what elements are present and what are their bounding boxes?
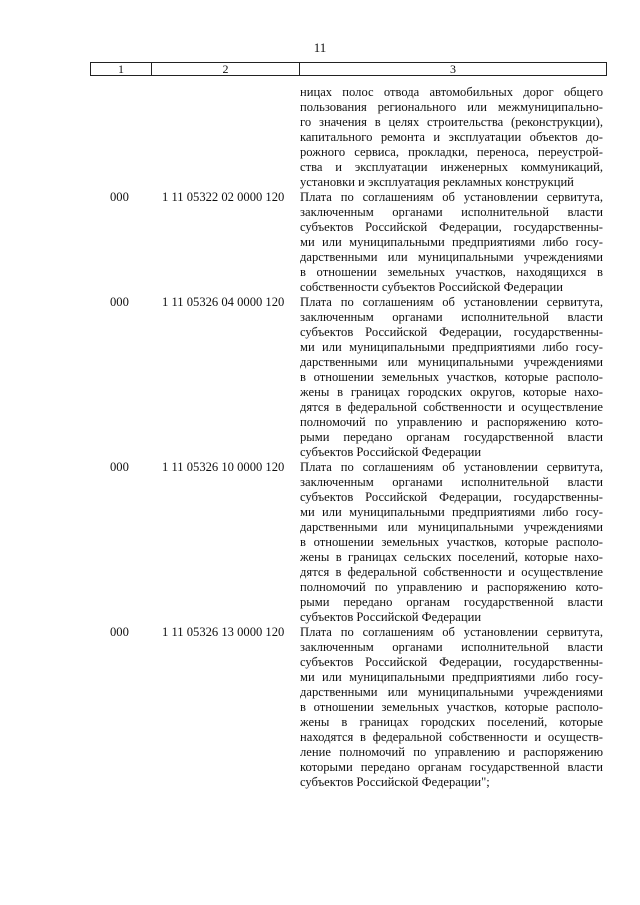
description-line: установки и эксплуатация рекламных конструкций (300, 175, 574, 189)
description-line: которыми передано органам государственной власти (300, 760, 603, 774)
description-line: субъектов Российской Федерации, государственны- (300, 325, 603, 339)
table-row (90, 190, 605, 295)
description-line: заключенным органами исполнительной власти (300, 205, 603, 219)
description-line: субъектов Российской Федерации"; (300, 775, 490, 789)
table-row (90, 625, 605, 790)
budget-code-cell: 1 11 05326 04 0000 120 (162, 295, 285, 309)
column-header-1: 1 (91, 63, 152, 75)
description-line: дятся в федеральной собственности и осуществление (300, 400, 603, 414)
admin-code-cell: 000 (110, 190, 129, 204)
description-line: субъектов Российской Федерации (300, 445, 482, 459)
description-line: дарственными или муниципальными учреждениями (300, 250, 603, 264)
description-line: субъектов Российской Федерации, государственны- (300, 655, 603, 669)
description-line: Плата по соглашениям об установлении сервитута, (300, 460, 603, 474)
admin-code-cell (90, 85, 150, 190)
description-line: субъектов Российской Федерации (300, 610, 482, 624)
description-line: рыми передано органам государственной власти (300, 430, 603, 444)
page-number: 11 (313, 40, 327, 55)
description-line: Плата по соглашениям об установлении сервитута, (300, 295, 603, 309)
description-line: ление полномочий по управлению и распоряжению (300, 745, 603, 759)
budget-code-cell: 1 11 05322 02 0000 120 (162, 190, 285, 204)
description-line: жены в границах городских поселений, которые (300, 715, 603, 729)
table-body (90, 85, 605, 790)
description-line: в отношении земельных участков, которые располо- (300, 700, 603, 714)
description-line: дарственными или муниципальными учреждениями (300, 685, 603, 699)
description-line: Плата по соглашениям об установлении сервитута, (300, 625, 603, 639)
table-row (90, 460, 605, 625)
description-line: дарственными или муниципальными учреждениями (300, 355, 603, 369)
description-line: ства и эксплуатации инженерных коммуникаций, (300, 160, 603, 174)
description-line: жены в границах сельских поселений, которые нахо- (300, 550, 603, 564)
description-line: ми или муниципальными предприятиями либо госу- (300, 340, 603, 354)
budget-code-cell: 1 11 05326 10 0000 120 (162, 460, 285, 474)
description-line: в отношении земельных участков, находящихся в (300, 265, 603, 279)
description-cell (300, 460, 603, 625)
column-header-3: 3 (450, 62, 456, 76)
description-line: ми или муниципальными предприятиями либо госу- (300, 505, 603, 519)
description-line: заключенным органами исполнительной власти (300, 475, 603, 489)
description-line: го значения в целях строительства (реконструкции), (300, 115, 603, 129)
description-line: жены в границах городских округов, которые нахо- (300, 385, 603, 399)
description-line: субъектов Российской Федерации, государственны- (300, 220, 603, 234)
description-line: полномочий по управлению и распоряжению кото- (300, 580, 603, 594)
description-line: капитального ремонта и эксплуатации объектов до- (300, 130, 603, 144)
description-line: пользования регионального или межмуниципально- (300, 100, 603, 114)
table-row (90, 85, 605, 190)
description-line: заключенным органами исполнительной власти (300, 640, 603, 654)
description-line: полномочий по управлению и распоряжению кото- (300, 415, 603, 429)
description-line: заключенным органами исполнительной власти (300, 310, 603, 324)
description-line: собственности субъектов Российской Федерации (300, 280, 564, 294)
description-cell (300, 190, 603, 295)
description-line: находятся в федеральной собственности и осуществ- (300, 730, 603, 744)
description-line: рожного сервиса, прокладки, переноса, переустрой- (300, 145, 603, 159)
description-cell (300, 295, 603, 460)
description-line: дятся в федеральной собственности и осуществление (300, 565, 603, 579)
budget-code-cell: 1 11 05326 13 0000 120 (162, 625, 285, 639)
description-line: в отношении земельных участков, которые располо- (300, 535, 603, 549)
description-line: субъектов Российской Федерации, государственны- (300, 490, 603, 504)
admin-code-cell: 000 (110, 295, 129, 309)
budget-code-cell (150, 85, 300, 190)
description-line: в отношении земельных участков, которые располо- (300, 370, 603, 384)
description-line: ми или муниципальными предприятиями либо госу- (300, 670, 603, 684)
description-cell (300, 625, 603, 790)
admin-code-cell: 000 (110, 460, 129, 474)
description-cell (300, 85, 603, 190)
table-header-row (90, 62, 607, 76)
description-line: Плата по соглашениям об установлении сервитута, (300, 190, 603, 204)
column-header-2: 2 (152, 63, 300, 75)
admin-code-cell: 000 (110, 625, 129, 639)
description-line: ми или муниципальными предприятиями либо госу- (300, 235, 603, 249)
description-line: рыми передано органам государственной власти (300, 595, 603, 609)
description-line: ницах полос отвода автомобильных дорог общего (300, 85, 603, 99)
description-line: дарственными или муниципальными учреждениями (300, 520, 603, 534)
table-row (90, 295, 605, 460)
